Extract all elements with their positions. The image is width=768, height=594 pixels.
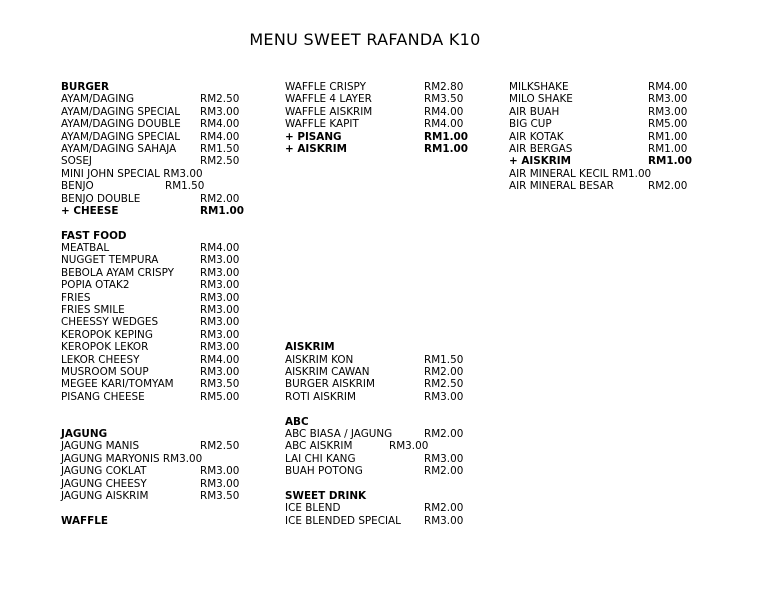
menu-item: PISANG CHEESE RM5.00 (61, 390, 240, 403)
menu-item: JAGUNG AISKRIM RM3.50 (61, 489, 240, 502)
menu-item: AISKRIM KON RM1.50 (285, 353, 464, 366)
menu-item: MUSROOM SOUP RM3.00 (61, 365, 240, 378)
menu-item: MINI JOHN SPECIAL RM3.00 (61, 167, 203, 180)
menu-item: BENJO DOUBLE RM2.00 (61, 192, 240, 205)
menu-item: JAGUNG CHEESY RM3.00 (61, 477, 240, 490)
section-heading-sweet-drink: SWEET DRINK (285, 489, 367, 502)
menu-item: BURGER AISKRIM RM2.50 (285, 378, 464, 391)
menu-item: POPIA OTAK2 RM3.00 (61, 279, 240, 292)
menu-item: BEBOLA AYAM CRISPY RM3.00 (61, 266, 240, 279)
menu-item: NUGGET TEMPURA RM3.00 (61, 254, 240, 267)
section-heading-jagung: JAGUNG (61, 427, 108, 440)
menu-item: KEROPOK KEPING RM3.00 (61, 328, 240, 341)
menu-item: BENJO RM1.50 (61, 180, 205, 193)
menu-column-2 (285, 81, 468, 527)
menu-item: MEATBAL RM4.00 (61, 242, 240, 255)
section-heading-aiskrim: AISKRIM (285, 341, 335, 354)
menu-item: WAFFLE CRISPY RM2.80 (285, 81, 464, 93)
menu-item: KEROPOK LEKOR RM3.00 (61, 341, 240, 354)
menu-item: LEKOR CHEESY RM4.00 (61, 353, 240, 366)
menu-item: MEGEE KARI/TOMYAM RM3.50 (61, 378, 240, 391)
menu-item: FRIES SMILE RM3.00 (61, 304, 240, 317)
menu-item: CHEESSY WEDGES RM3.00 (61, 316, 240, 329)
menu-item: JAGUNG MANIS RM2.50 (61, 440, 240, 453)
menu-item: AYAM/DAGING SPECIAL RM3.00 (61, 105, 240, 118)
menu-item: AYAM/DAGING RM2.50 (61, 93, 240, 106)
menu-item: AYAM/DAGING DOUBLE RM4.00 (61, 118, 240, 131)
menu-item: FRIES RM3.00 (61, 291, 240, 304)
menu-item: ABC BIASA / JAGUNG RM2.00 (285, 427, 464, 440)
menu-item: AISKRIM CAWAN RM2.00 (285, 365, 464, 378)
menu-column-1 (61, 81, 244, 527)
menu-item: WAFFLE 4 LAYER RM3.50 (285, 93, 464, 106)
menu-item: ABC AISKRIM RM3.00 (285, 440, 429, 453)
menu-item-addon: + CHEESE RM1.00 (61, 204, 244, 217)
section-heading-abc: ABC (285, 415, 309, 428)
section-heading-burger: BURGER (61, 81, 109, 93)
section-heading-fast-food: FAST FOOD (61, 229, 127, 242)
page-title: MENU SWEET RAFANDA K10 (249, 30, 481, 49)
menu-item: WAFFLE AISKRIM RM4.00 (285, 105, 464, 118)
menu-item: SOSEJ RM2.50 (61, 155, 240, 168)
menu-item: AYAM/DAGING SAHAJA RM1.50 (61, 142, 240, 155)
menu-item: JAGUNG COKLAT RM3.00 (61, 465, 240, 478)
section-heading-waffle: WAFFLE (61, 514, 108, 527)
menu-item: JAGUNG MARYONIS RM3.00 (61, 452, 203, 465)
menu-item: WAFFLE KAPIT RM4.00 (285, 118, 464, 131)
menu-item: AYAM/DAGING SPECIAL RM4.00 (61, 130, 240, 143)
menu-item: ROTI AISKRIM RM3.00 (285, 390, 464, 403)
menu-item-addon: + AISKRIM RM1.00 (285, 142, 468, 155)
menu-item: BUAH POTONG RM2.00 (285, 465, 464, 478)
menu-item: LAI CHI KANG RM3.00 (285, 452, 464, 465)
menu-item-addon: + PISANG RM1.00 (285, 130, 468, 143)
menu-item: ICE BLEND RM2.00 (285, 502, 464, 515)
menu-item: ICE BLENDED SPECIAL RM3.00 (285, 514, 464, 527)
